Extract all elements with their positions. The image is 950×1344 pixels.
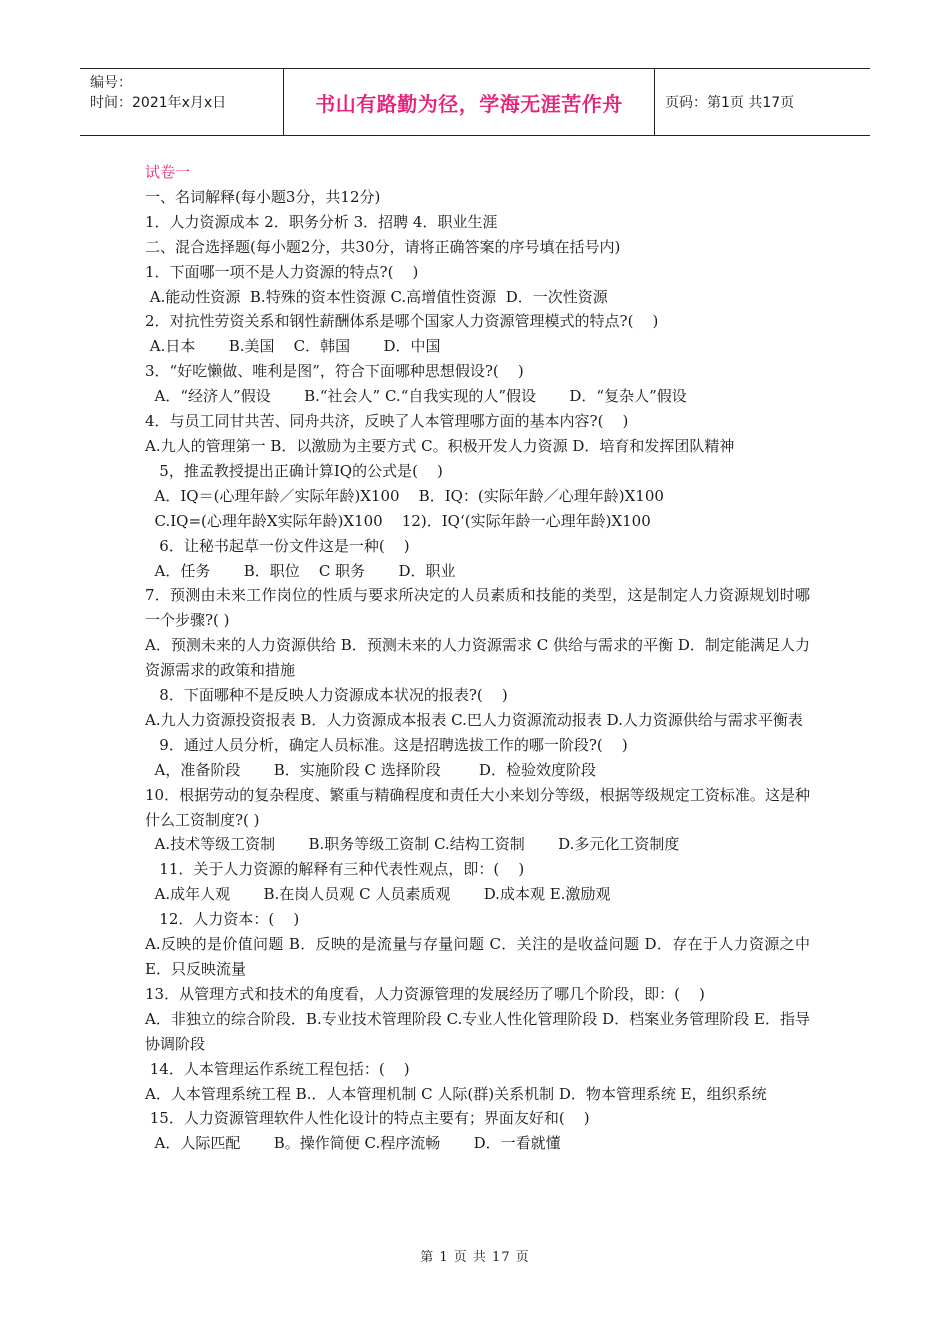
header-info: [80, 69, 283, 135]
number-label: 编号：: [90, 75, 132, 91]
text-line: A．预测未来的人力资源供给 B．预测未来的人力资源需求 C 供给与需求的平衡 D．制定能满足人力资源需求的政策和措施: [145, 636, 810, 680]
exam-content: [145, 160, 810, 1156]
text-line: 3．“好吃懒做、唯利是图”，符合下面哪种思想假设?( ): [145, 362, 524, 381]
text-line: 13．从管理方式和技术的角度看，人力资源管理的发展经历了哪几个阶段，即：( ): [145, 984, 705, 1003]
page-header: [80, 68, 870, 136]
text-line: A.日本 B.美国 C．韩国 D．中国: [145, 337, 441, 356]
text-line: A.九人力资源投资报表 B．人力资源成本报表 C.巴人力资源流动报表 D.人力资源供给与需求平衡表: [145, 710, 803, 729]
text-line: A.九人的管理第一 B．以激励为主要方式 C。积极开发人力资源 D．培育和发挥团队精神: [145, 436, 735, 455]
text-line: A．人本管理系统工程 B.．人本管理机制 C 人际(群)关系机制 D．物本管理系统 E，组织系统: [145, 1084, 767, 1103]
page-info: 页码：第1页 共17页: [665, 95, 795, 111]
text-line: A．任务 B．职位 C 职务 D．职业: [145, 561, 456, 580]
text-line: 11．关于人力资源的解释有三种代表性观点，即：( ): [145, 860, 525, 879]
text-line: 10．根据劳动的复杂程度、繁重与精确程度和责任大小来划分等级，根据等级规定工资标准。这是种什么工资制度?( ): [145, 785, 810, 829]
text-line: A．“经济人”假设 B.“社会人” C.“自我实现的人”假设 D．“复杂人”假设: [145, 387, 687, 406]
text-line: A.技术等级工资制 B.职务等级工资制 C.结构工资制 D.多元化工资制度: [145, 835, 680, 854]
text-line: 12．人力资本：( ): [145, 910, 300, 929]
text-line: 6．让秘书起草一份文件这是一种( ): [145, 536, 410, 555]
text-line: 8．下面哪种不是反映人力资源成本状况的报表?( ): [145, 686, 508, 705]
text-line: 一、名词解释(每小题3分，共12分): [145, 187, 381, 206]
page-footer: 第 1 页 共 17 页: [420, 1250, 530, 1265]
text-line: 7．预测由未来工作岗位的性质与要求所决定的人员素质和技能的类型，这是制定人力资源规划时哪一个步骤?( ): [145, 586, 810, 630]
text-line: A.成年人观 B.在岗人员观 C 人员素质观 D.成本观 E.激励观: [145, 885, 611, 904]
text-line: 二、混合选择题(每小题2分，共30分，请将正确答案的序号填在括号内): [145, 237, 621, 256]
text-line: 1．下面哪一项不是人力资源的特点?( ): [145, 262, 419, 281]
text-line: A，准备阶段 B．实施阶段 C 选择阶段 D．检验效度阶段: [145, 760, 596, 779]
text-line: A．人际匹配 B。操作简便 C.程序流畅 D．一看就懂: [145, 1134, 561, 1153]
text-line: 2．对抗性劳资关系和钢性薪酬体系是哪个国家人力资源管理模式的特点?( ): [145, 312, 659, 331]
exam-title: 试卷一: [145, 163, 191, 181]
date-label: 时间：2021年x月x日: [90, 95, 227, 111]
text-line: A.能动性资源 B.特殊的资本性资源 C.高增值性资源 D．一次性资源: [145, 287, 608, 306]
text-line: A．IQ＝(心理年龄／实际年龄)X100 B．IQ：(实际年龄／心理年龄)X100: [145, 486, 664, 505]
text-line: A.反映的是价值问题 B．反映的是流量与存量问题 C．关注的是收益问题 D．存在于人力资源之中 E．只反映流量: [145, 935, 810, 978]
motto: 书山有路勤为径，学海无涯苦作舟: [283, 69, 655, 135]
text-line: 9．通过人员分析，确定人员标准。这是招聘选拔工作的哪一阶段?( ): [145, 735, 628, 754]
text-line: 15．人力资源管理软件人性化设计的特点主要有；界面友好和( ): [145, 1109, 590, 1128]
text-line: 14．人本管理运作系统工程包括：( ): [145, 1059, 410, 1078]
text-line: C.IQ=(心理年龄X实际年龄)X100 12)．IQ‘(实际年龄一心理年龄)X100: [145, 511, 651, 530]
text-line: A．非独立的综合阶段．B.专业技术管理阶段 C.专业人性化管理阶段 D．档案业务管理阶段 E．指导协调阶段: [145, 1009, 810, 1053]
text-line: 4．与员工同甘共苦、同舟共济，反映了人本管理哪方面的基本内容?( ): [145, 412, 629, 431]
text-line: 1．人力资源成本 2．职务分析 3．招聘 4．职业生涯: [145, 212, 498, 231]
text-line: 5，推孟教授提出正确计算IQ的公式是( ): [145, 461, 443, 480]
